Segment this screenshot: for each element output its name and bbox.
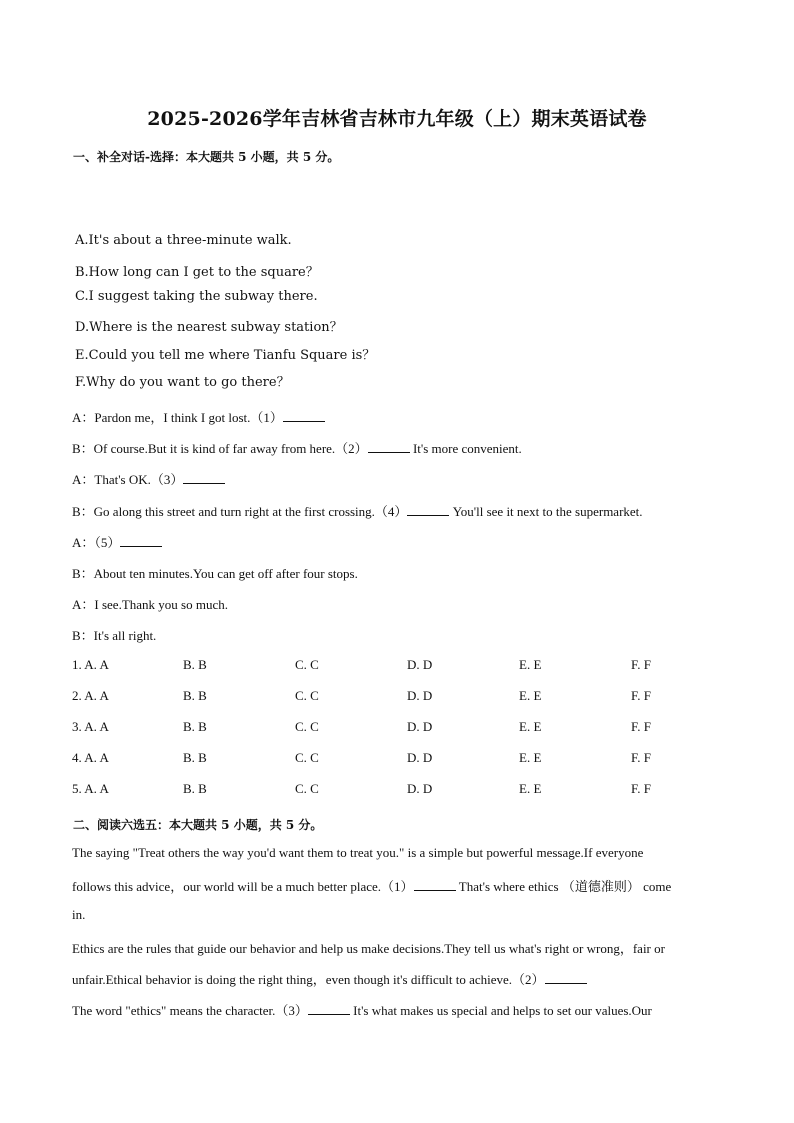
dialogue-line <box>72 563 358 582</box>
answer-row <box>72 719 732 737</box>
answer-choice[interactable]: F. F <box>631 688 651 703</box>
option-item: E.Could you tell me where Tianfu Square is？ <box>75 348 376 363</box>
answer-choice[interactable]: F. F <box>631 657 651 672</box>
answer-blank[interactable] <box>120 535 162 547</box>
passage-line-text-after: That's where ethics （道德准则） come <box>455 879 672 894</box>
answer-choice[interactable]: D. D <box>407 688 433 703</box>
answer-blank[interactable] <box>183 472 225 484</box>
answer-choice[interactable]: E. E <box>519 657 542 672</box>
answer-choice[interactable]: F. F <box>631 750 651 765</box>
section-1-heading: 一、补全对话-选择：本大题共 5 小题，共 5 分。 <box>73 150 340 164</box>
answer-choice[interactable]: B. B <box>183 781 207 796</box>
passage-line-text: unfair.Ethical behavior is doing the right thing，even though it's difficult to achieve.（2） <box>72 972 545 987</box>
answer-choice[interactable]: B. B <box>183 750 207 765</box>
option-item: B.How long can I get to the square？ <box>75 265 319 280</box>
passage-line <box>72 907 85 923</box>
answer-choice[interactable]: E. E <box>519 781 542 796</box>
answer-row <box>72 781 732 799</box>
passage-line <box>72 1000 652 1019</box>
answer-choice[interactable]: 5. A. A <box>72 781 109 796</box>
answer-choice[interactable]: E. E <box>519 750 542 765</box>
answer-choice[interactable]: C. C <box>295 750 319 765</box>
answer-choice[interactable]: D. D <box>407 657 433 672</box>
passage-line-text: The saying "Treat others the way you'd want them to treat you." is a simple but powerful message.If everyone <box>72 845 644 860</box>
dialogue-line-text: A：（5） <box>72 535 121 550</box>
dialogue-line <box>72 438 522 457</box>
dialogue-line <box>72 625 156 644</box>
answer-row <box>72 657 732 675</box>
answer-choice[interactable]: C. C <box>295 657 319 672</box>
answer-choice[interactable]: 2. A. A <box>72 688 109 703</box>
passage-line-text: The word "ethics" means the character.（3） <box>72 1003 308 1018</box>
answer-choice[interactable]: E. E <box>519 719 542 734</box>
answer-choice[interactable]: D. D <box>407 781 433 796</box>
dialogue-line <box>72 532 162 551</box>
answer-row <box>72 688 732 706</box>
option-item: C.I suggest taking the subway there. <box>75 289 318 304</box>
dialogue-line-text-after: You'll see it next to the supermarket. <box>449 504 643 519</box>
answer-choice[interactable]: C. C <box>295 719 319 734</box>
dialogue-line <box>72 594 228 613</box>
dialogue-line-text: B：About ten minutes.You can get off after four stops. <box>72 566 358 581</box>
answer-choice[interactable]: B. B <box>183 719 207 734</box>
answer-choice[interactable]: F. F <box>631 781 651 796</box>
dialogue-line-text: A：Pardon me，I think I got lost.（1） <box>72 410 283 425</box>
dialogue-line-text: B：Of course.But it is kind of far away from here.（2） <box>72 441 368 456</box>
option-item: A.It's about a three-minute walk. <box>75 233 292 248</box>
page-title: 2025-2026学年吉林省吉林市九年级（上）期末英语试卷 <box>147 108 647 130</box>
passage-line <box>72 845 643 861</box>
answer-choice[interactable]: 4. A. A <box>72 750 109 765</box>
answer-choice[interactable]: 1. A. A <box>72 657 109 672</box>
passage-line-text: follows this advice，our world will be a much better place.（1） <box>72 879 414 894</box>
passage-line-text-after: It's what makes us special and helps to set our values.Our <box>349 1003 652 1018</box>
option-item: F.Why do you want to go there？ <box>75 375 290 390</box>
dialogue-line <box>72 501 643 520</box>
answer-blank[interactable] <box>407 504 449 516</box>
answer-choice[interactable]: C. C <box>295 781 319 796</box>
passage-line <box>72 938 665 957</box>
answer-choice[interactable]: B. B <box>183 657 207 672</box>
dialogue-line-text-after: It's more convenient. <box>409 441 522 456</box>
answer-row <box>72 750 732 768</box>
option-item: D.Where is the nearest subway station？ <box>75 320 343 335</box>
dialogue-line-text: A：I see.Thank you so much. <box>72 597 228 612</box>
passage-line <box>72 876 671 895</box>
dialogue-line <box>72 469 225 488</box>
dialogue-line-text: A：That's OK.（3） <box>72 472 184 487</box>
dialogue-line-text: B：It's all right. <box>72 628 157 643</box>
passage-line-text: Ethics are the rules that guide our behavior and help us make decisions.They tell us what's right or wrong，fair or <box>72 941 665 956</box>
passage-line <box>72 969 587 988</box>
answer-blank[interactable] <box>414 879 456 891</box>
dialogue-line-text: B：Go along this street and turn right at the first crossing.（4） <box>72 504 408 519</box>
section-2-heading: 二、阅读六选五：本大题共 5 小题，共 5 分。 <box>73 818 323 832</box>
dialogue-line <box>72 407 325 426</box>
answer-choice[interactable]: D. D <box>407 750 433 765</box>
answer-choice[interactable]: E. E <box>519 688 542 703</box>
answer-blank[interactable] <box>368 441 410 453</box>
answer-choice[interactable]: B. B <box>183 688 207 703</box>
answer-choice[interactable]: C. C <box>295 688 319 703</box>
answer-blank[interactable] <box>545 972 587 984</box>
answer-choice[interactable]: F. F <box>631 719 651 734</box>
answer-blank[interactable] <box>308 1003 350 1015</box>
answer-choice[interactable]: D. D <box>407 719 433 734</box>
passage-line-text: in. <box>72 907 86 922</box>
answer-blank[interactable] <box>283 410 325 422</box>
answer-choice[interactable]: 3. A. A <box>72 719 109 734</box>
